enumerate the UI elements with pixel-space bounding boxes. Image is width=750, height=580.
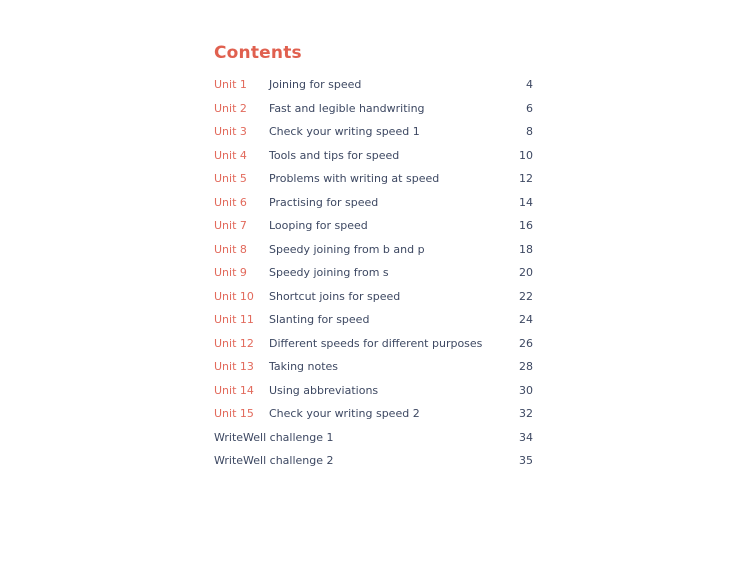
page-number: 34: [519, 430, 533, 444]
entry-title: Tools and tips for speed: [269, 148, 400, 162]
toc-entry[interactable]: [214, 100, 534, 124]
unit-label: Unit 3: [214, 125, 247, 138]
page-number: 18: [519, 242, 533, 256]
toc-entry[interactable]: [214, 217, 534, 241]
unit-label: Unit 8: [214, 242, 247, 256]
page-number: 10: [519, 148, 533, 162]
page-number: 32: [519, 407, 533, 420]
entry-title: Taking notes: [269, 360, 339, 373]
page-number: 20: [519, 266, 533, 279]
entry-title: Problems with writing at speed: [269, 172, 440, 185]
toc-entry[interactable]: [214, 147, 534, 171]
toc-entry[interactable]: [214, 264, 534, 288]
unit-label: Unit 1: [214, 78, 247, 91]
page-number: 24: [519, 313, 533, 326]
page-number: 22: [519, 289, 533, 303]
toc-entry[interactable]: [214, 405, 534, 429]
page-number: 12: [519, 172, 533, 185]
toc-entry[interactable]: [214, 170, 534, 194]
page-title: Contents: [214, 43, 302, 63]
toc-entry[interactable]: [214, 358, 534, 382]
unit-label: Unit 9: [214, 266, 247, 279]
unit-label: Unit 15: [214, 407, 254, 420]
entry-title: Shortcut joins for speed: [269, 289, 401, 303]
page-number: 16: [519, 219, 533, 232]
unit-label: Unit 6: [214, 195, 247, 209]
page-number: 28: [519, 360, 533, 373]
entry-title: Practising for speed: [269, 195, 379, 209]
entry-title: Joining for speed: [269, 78, 362, 91]
entry-title: Check your writing speed 1: [269, 125, 420, 138]
toc-entry[interactable]: [214, 241, 534, 265]
unit-label: Unit 5: [214, 172, 247, 185]
toc-entry[interactable]: [214, 335, 534, 359]
entry-title: Looping for speed: [269, 219, 368, 232]
toc-entry[interactable]: [214, 288, 534, 312]
entry-title: WriteWell challenge 1: [214, 430, 334, 444]
page-number: 30: [519, 383, 533, 397]
toc-entry-challenge[interactable]: [214, 429, 534, 453]
unit-label: Unit 13: [214, 360, 254, 373]
unit-label: Unit 10: [214, 289, 254, 303]
entry-title: Speedy joining from b and p: [269, 242, 425, 256]
unit-label: Unit 7: [214, 219, 247, 232]
toc-entry-challenge[interactable]: [214, 452, 534, 476]
entry-title: WriteWell challenge 2: [214, 454, 334, 467]
entry-title: Using abbreviations: [269, 383, 379, 397]
toc-entry[interactable]: [214, 311, 534, 335]
unit-label: Unit 12: [214, 336, 254, 350]
toc-entry[interactable]: [214, 76, 534, 100]
page-number: 35: [519, 454, 533, 467]
unit-label: Unit 14: [214, 383, 254, 397]
page-number: 6: [526, 101, 533, 115]
entry-title: Check your writing speed 2: [269, 407, 420, 420]
page-number: 14: [519, 195, 533, 209]
entry-title: Different speeds for different purposes: [269, 336, 483, 350]
table-of-contents: [214, 76, 534, 476]
entry-title: Fast and legible handwriting: [269, 101, 425, 115]
unit-label: Unit 2: [214, 101, 247, 115]
page-number: 4: [526, 78, 533, 91]
page-number: 26: [519, 336, 533, 350]
page-number: 8: [526, 125, 533, 138]
unit-label: Unit 4: [214, 148, 247, 162]
toc-entry[interactable]: [214, 382, 534, 406]
unit-label: Unit 11: [214, 313, 254, 326]
toc-entry[interactable]: [214, 123, 534, 147]
entry-title: Slanting for speed: [269, 313, 370, 326]
toc-entry[interactable]: [214, 194, 534, 218]
entry-title: Speedy joining from s: [269, 266, 389, 279]
